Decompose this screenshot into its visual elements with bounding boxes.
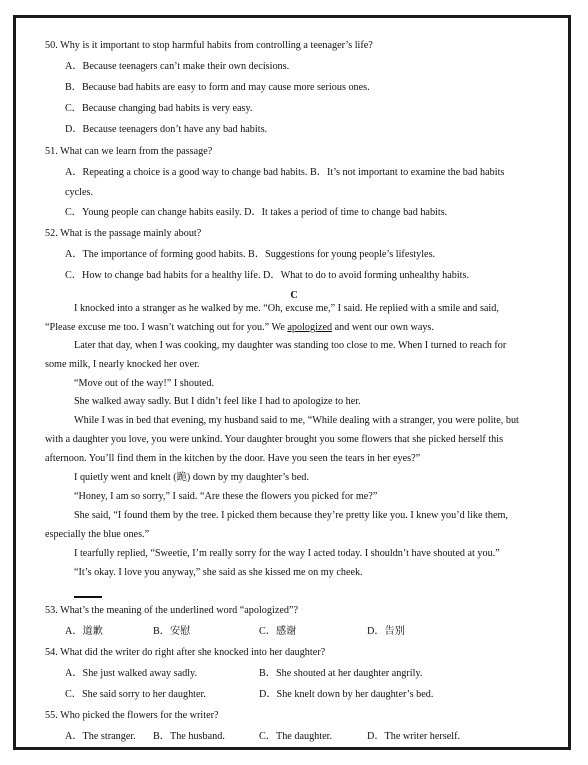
passage-p3: “Move out of the way!” I shouted.: [74, 378, 215, 389]
q54-option-c: C．She said sorry to her daughter.: [65, 689, 206, 700]
passage-p1-line2-post: and went our own ways.: [332, 322, 434, 333]
passage-p2-line1: Later that day, when I was cooking, my daughter was standing too close to me. When I turned to reach for: [74, 340, 507, 351]
answer-blank-line: [74, 596, 102, 598]
passage-p8-line1: She said, “I found them by the tree. I picked them because they’re pretty like you. I knew you’d like them,: [74, 510, 508, 521]
passage-p5-line1: While I was in bed that evening, my husband said to me, “While dealing with a stranger, you were polite, but: [74, 415, 519, 426]
q54-option-a: A．She just walked away sadly.: [65, 668, 198, 679]
q50-option-d: D．Because teenagers don’t have any bad habits.: [65, 124, 268, 135]
passage-p10: “It’s okay. I love you anyway,” she said as she kissed me on my cheek.: [74, 567, 363, 578]
passage-p6: I quietly went and knelt (跪) down by my daughter’s bed.: [74, 472, 309, 483]
q53-option-a: A．道歉: [65, 626, 103, 637]
q52-options-cd: C．How to change bad habits for a healthy life. D．What to do to avoid forming unhealthy habits.: [65, 270, 470, 281]
q51-options-ab: A．Repeating a choice is a good way to change bad habits. B．It’s not important to examine the bad habits: [65, 167, 505, 178]
passage-p7: “Honey, I am so sorry,” I said. “Are these the flowers you picked for me?”: [74, 491, 378, 502]
q55-stem: 55. Who picked the flowers for the writer?: [45, 710, 219, 721]
passage-p5-line2: with a daughter you love, you were unkind. Your daughter brought you some flowers that she picked herself this: [45, 434, 504, 445]
q55-option-d: D．The writer herself.: [367, 731, 461, 742]
underlined-word: apologized: [287, 322, 333, 333]
passage-title: C: [290, 290, 298, 301]
q55-option-c: C．The daughter.: [259, 731, 332, 742]
q51-stem: 51. What can we learn from the passage?: [45, 146, 213, 157]
q51-options-cd: C．Young people can change habits easily. D．It takes a period of time to change bad habits.: [65, 207, 448, 218]
q54-option-d: D．She knelt down by her daughter’s bed.: [259, 689, 434, 700]
q50-option-a: A．Because teenagers can’t make their own decisions.: [65, 61, 290, 72]
q55-option-b: B．The husband.: [153, 731, 225, 742]
passage-p9: I tearfully replied, “Sweetie, I’m really sorry for the way I acted today. I shouldn’t have shouted at you.”: [74, 548, 500, 559]
passage-p1-line1: I knocked into a stranger as he walked by me. “Oh, excuse me,” I said. He replied with a smile and said,: [74, 303, 499, 314]
q55-option-a: A．The stranger.: [65, 731, 136, 742]
passage-p5-line3: afternoon. You’ll find them in the kitchen by the door. Have you seen the tears in her eyes?”: [45, 453, 421, 464]
passage-p2-line2: some milk, I nearly knocked her over.: [45, 359, 200, 370]
q53-option-d: D．告别: [367, 626, 405, 637]
q50-stem: 50. Why is it important to stop harmful habits from controlling a teenager’s life?: [45, 40, 373, 51]
q50-option-b: B．Because bad habits are easy to form and may cause more serious ones.: [65, 82, 370, 93]
passage-p8-line2: especially the blue ones.”: [45, 529, 150, 540]
q54-option-b: B．She shouted at her daughter angrily.: [259, 668, 423, 679]
q50-option-c: C．Because changing bad habits is very easy.: [65, 103, 253, 114]
q51-options-ab-cont: cycles.: [65, 187, 94, 198]
q52-options-ab: A．The importance of forming good habits. B．Suggestions for young people’s lifestyles.: [65, 249, 436, 260]
q52-stem: 52. What is the passage mainly about?: [45, 228, 202, 239]
passage-p1-line2: [45, 321, 550, 334]
q54-stem: 54. What did the writer do right after she knocked into her daughter?: [45, 647, 326, 658]
q53-option-b: B．安慰: [153, 626, 191, 637]
passage-p4: She walked away sadly. But I didn’t feel like I had to apologize to her.: [74, 396, 361, 407]
q53-option-c: C．感谢: [259, 626, 297, 637]
q53-stem: 53. What’s the meaning of the underlined word “apologized”?: [45, 605, 299, 616]
passage-p1-line2-pre: “Please excuse me too. I wasn’t watching out for you.” We: [45, 322, 288, 333]
